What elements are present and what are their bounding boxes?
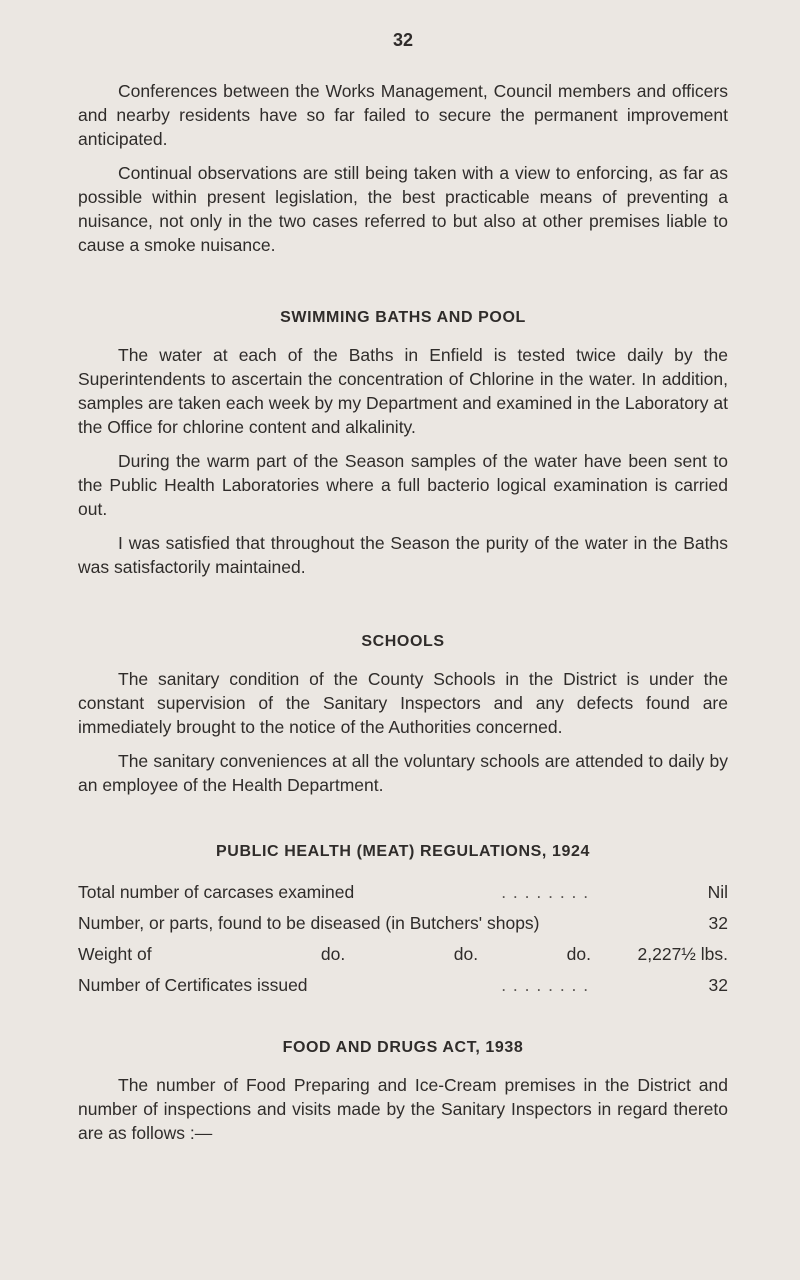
leader-dots: . . . . . . . . bbox=[501, 882, 590, 902]
table-row bbox=[78, 939, 728, 970]
food-heading: FOOD AND DRUGS ACT, 1938 bbox=[282, 1039, 524, 1056]
row-value: Nil bbox=[707, 882, 728, 902]
table-row bbox=[78, 877, 728, 908]
meat-heading: PUBLIC HEALTH (MEAT) REGULATIONS, 1924 bbox=[216, 843, 590, 860]
row-label: Weight of bbox=[78, 944, 152, 964]
ditto-mark: do. bbox=[566, 944, 591, 964]
leader-dots: . . . . . . . . bbox=[501, 975, 590, 995]
page-number: 32 bbox=[392, 30, 414, 50]
table-row bbox=[78, 970, 728, 1001]
schools-paragraph-2: The sanitary conveniences at all the voluntary schools are attended to daily by an employee of the Health Department. bbox=[78, 751, 728, 795]
schools-heading: SCHOOLS bbox=[361, 633, 445, 650]
row-label: Number, or parts, found to be diseased (in Butchers' shops) bbox=[78, 913, 540, 933]
document-page bbox=[78, 30, 728, 1155]
intro-paragraph-1: Conferences between the Works Management, Council members and officers and nearby residents have so far failed to secure the permanent improvement anticipated. bbox=[78, 81, 728, 149]
row-label: Number of Certificates issued bbox=[78, 975, 308, 995]
row-value: 32 bbox=[708, 913, 728, 933]
row-value: 32 bbox=[708, 975, 728, 995]
swimming-paragraph-3: I was satisfied that throughout the Season the purity of the water in the Baths was satisfactorily maintained. bbox=[78, 533, 728, 577]
intro-paragraph-2: Continual observations are still being taken with a view to enforcing, as far as possible within present legislation, the best practicable means of preventing a nuisance, not only in the two cases referred to but also at other premises liable to cause a smoke nuisance. bbox=[78, 163, 728, 255]
table-row bbox=[78, 908, 728, 939]
schools-paragraph-1: The sanitary condition of the County Schools in the District is under the constant supervision of the Sanitary Inspectors and any defects found are immediately brought to the notice of the Authorities concerned. bbox=[78, 669, 728, 737]
ditto-mark: do. bbox=[453, 944, 479, 964]
row-label: Total number of carcases examined bbox=[78, 882, 355, 902]
ditto-mark: do. bbox=[320, 944, 346, 964]
meat-table bbox=[78, 877, 728, 1001]
swimming-heading: SWIMMING BATHS AND POOL bbox=[280, 309, 526, 326]
swimming-paragraph-1: The water at each of the Baths in Enfield is tested twice daily by the Superintendents to ascertain the concentration of Chlorine in the water. In addition, samples are taken each week by my Department and examined in the Laboratory at the Office for chlorine content and alkalinity. bbox=[78, 345, 728, 437]
row-value: 2,227½ lbs. bbox=[637, 944, 728, 964]
food-paragraph-1: The number of Food Preparing and Ice-Cream premises in the District and number of inspections and visits made by the Sanitary Inspectors in regard thereto are as follows :— bbox=[78, 1075, 728, 1143]
swimming-paragraph-2: During the warm part of the Season samples of the water have been sent to the Public Health Laboratories where a full bacterio logical examination is carried out. bbox=[78, 451, 728, 519]
